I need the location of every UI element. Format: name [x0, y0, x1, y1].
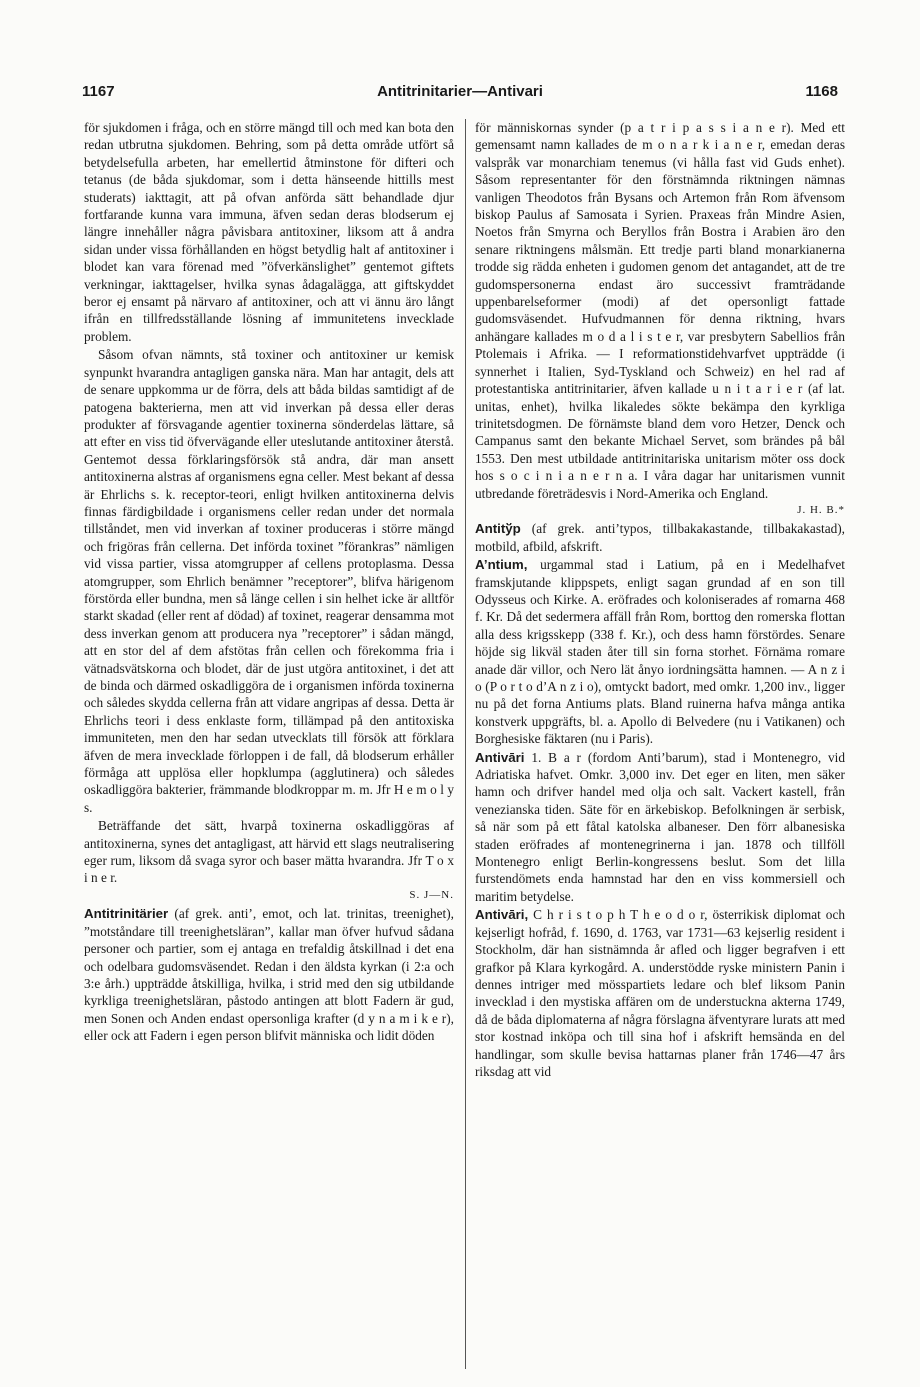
paragraph-text: Beträffande det sätt, hvarpå toxinerna oskadliggöras af antitoxinerna, synes det antagligast, att härvid ett slags neutralisering eger rum, liksom då svaga syror och baser mätta hvarandra. Jfr T o x i n e r. — [84, 818, 454, 886]
paragraph — [84, 817, 454, 904]
entry-body: (af grek. anti’typos, tillbakakastande, tillbakakastad), motbild, afbild, afskrift. — [475, 521, 845, 554]
page-number-left: 1167 — [82, 83, 115, 100]
paragraph: Såsom ofvan nämnts, stå toxiner och antitoxiner ur kemisk synpunkt hvarandra antagligen ganska nära. Man har antagit, dels att de senare uppkomma ur de förra, dels att båda bildas samtidigt af de patogena bakterierna, men att vid inverkan på dessa eller deras produkter af försvagande agentier toxinerna sönderdelas lättare, så att efter en viss tid öfvervägande eller uteslutande antitoxiner återstå. Gentemot dessa förklaringsförsök stå andra, där man ansett antitoxinerna alstras af organismens egna celler. Mest bekant af dessa är Ehrlichs s. k. receptor-teori, enligt hvilken antitoxinerna delvis finnas färdigbildade i organismens celler redan under det normala tillståndet, men vid inverkan af toxiner produceras i större mängd och frigöras från cellerna. Det införda toxinet ”förankras” nämligen vid vissa partier, vissa atomgrupper af cellens protoplasma. Dessa atomgrupper, som Ehrlich benämner ”receptorer”, blifva härigenom förstörda eller bundna, men så länge cellen i sin helhet icke är alltför starkt skadad (eller rent af dödad) af toxinet, reagerar densamma mot dess inverkan genom att producera nya ”receptorer” i sådan mängd, att en stor del af dem afstötas från cellen och förekomma fria i vätnadsvätskorna och blodet, där de just utgöra antitoxinet, i det att de binda och därmed oskadliggöra de i organismen införda toxinerna och således skydda cellerna från att vidare angripas af dessa. Detta är Ehrlichs teori i dess enklaste form, tillämpad på den antitoxiska immuniteten, men den har sedan utvecklats till försök att förklara äfven de mera invecklade förloppen i de fall, då blodserum erhåller förmåga att upplösa eller hopklumpa (agglutinera) och således oskadliggöra bakterier, främmande blodkroppar m. m. Jfr H e m o l y s. — [84, 347, 454, 815]
entry-body: 1. B a r (fordom Anti’barum), stad i Montenegro, vid Adriatiska hafvet. Omkr. 3,000 inv. Det eger en liten, men säker hamn och drifver handel med olja och salt. Vackert kastell, från venezianska tiden. Säte för en ärkebiskop. Befolkningen är serbisk, så när som på ett fåtal katolska albaneser. Den förr albanesiska staden eröfrades af montenegrinerna i jan. 1878 och tillföll Montenegro enligt Berlin-kongressens beslut. Som det lilla furstendömets enda hamnstad har den en viss kommersiell och maritim betydelse. — [475, 749, 845, 904]
right-column — [475, 119, 845, 1369]
running-title: Antitrinitarier—Antivari — [377, 83, 543, 100]
paragraph: för sjukdomen i fråga, och en större mängd till och med kan bota den redan utbrutna sjukdomen. Behring, som på detta område utfört så betydelsefulla arbeten, har emellertid åtminstone för difteri och tetanus (de båda sjukdomar, som i detta hänseende hittills mest studerats) iakttagit, att på ofvan anförda sätt behandlade djur fortfarande kunna vara immuna, äfven sedan deras blodserum ej längre innehåller några påvisbara antitoxiner, liksom att å andra sidan under vissa förhållanden en högst betydlig halt af antitoxiner i blodet kan vara förenad med ”öfverkänslighet” gentemot giftets verkningar, iakttagelser, hvilka synas ådagalägga, att giftskyddet beror ej ensamt på närvaro af antitoxiner, och att vi ännu äro långt ifrån en tillfredsställande lösning af immunitetens invecklade problem. — [84, 120, 454, 344]
left-column — [84, 119, 454, 1369]
dictionary-entry — [475, 906, 845, 1080]
dictionary-entry — [475, 749, 845, 906]
paragraph-text: för människornas synder (p a t r i p a s s i a n e r). Med ett gemensamt namn kallades de m o n a r k i a n e r, emedan deras valspråk var monarchiam tenemus (vi hålla fast vid Guds enhet). Såsom representanter för den förstnämnda riktningen nämnas vanligen Theodotos från Bysans och Artemon från Rom äfvensom biskop Paulus af Samosata i Syrien. Praxeas från Mindre Asien, Noetos från Smyrna och Beryllos från Bostra i Arabien äro den senare riktningens målsmän. Ett tredje parti bland monarkianerna trodde sig rädda enheten i gudomen genom det antagandet, att de tre gudomspersonerna endast äro successivt framträdande uppenbarelseformer (modi) af det opersonligt fattade gudomsväsendet. Hufvudmannen för denna riktning, hvars anhängare kallades m o d a l i s t e r, var presbytern Sabellios från Ptolemais i Afrika. — I reformationstidehvarfvet uppträdde (i synnerhet i Italien, Syd-Tyskland och Schweiz) en hel rad af protestantiska antitrinitarier, äfven kallade u n i t a r i e r (af lat. unitas, enhet), hvilka likaledes sökte bekämpa den kyrkliga trinitetsdogmen. De förnämste bland dem voro Hetzer, Denck och Campanus samt den bekante Michael Servet, som brändes på bål 1553. Den mest utbildade antitrinitariska unitarism möter oss dock hos s o c i n i a n e r n a. I våra dagar har unitarismen vunnit utbredande företrädesvis i Nord-Amerika och England. — [475, 120, 845, 501]
author-signature: S. J—N. — [409, 888, 454, 901]
headword: A’ntium, — [475, 557, 528, 573]
column-divider — [465, 119, 466, 1369]
dictionary-entry — [475, 556, 845, 747]
entry-body: (af grek. anti’, emot, och lat. trinitas, treenighet), ”motståndare till treenighetsläran”, kallar man öfver hufvud sådana personer och partier, som ej antaga en trefaldig åtskillnad i det ena och odelbara gudomsväsendet. Redan i den äldsta kyrkan (i 2:a och 3:e årh.) uppträdde åtskilliga, hvilka, i strid med den sig utbildande kyrkliga treenighetsläran, påstodo antingen att blott Fadern är gud, men Sonen och Anden endast opersonliga krafter (d y n a m i k e r), eller ock att Fadern i egen person blifvit människa och lidit döden — [84, 906, 454, 1044]
page-header — [82, 83, 838, 105]
paragraph — [475, 119, 845, 519]
headword: Antitrinitärier — [84, 906, 169, 922]
entry-body: C h r i s t o p h T h e o d o r, österrikisk diplomat och kejserligt hofråd, f. 1690, d. 1763, var 1731—63 kejserlig resident i Stockholm, där han sistnämnda år afled och ligger begrafven i ett grafkor på Klara kyrkogård. A. understödde ryske ministern Panin i dennes intriger med mösspartiets ledare och blef liksom Panin invecklad i den mystiska affären om de understuckna akterna 1749, då de båda diplomaterna af några förslagna äfventyrare lurats att med stor kostnad inköpa och till sina hof i afskrift hemsända en del handlingar, som skulle bevisa hattarnas planer från 1746—47 års riksdag att vid — [475, 907, 845, 1079]
dictionary-entry — [475, 520, 845, 555]
headword: Antivāri, — [475, 907, 529, 923]
headword: Antitўp — [475, 521, 521, 537]
author-signature: J. H. B.* — [797, 503, 845, 516]
headword: Antivāri — [475, 749, 525, 765]
dictionary-entry — [84, 905, 454, 1044]
page-number-right: 1168 — [805, 83, 838, 100]
entry-body: urgammal stad i Latium, på en i Medelhafvet framskjutande klippspets, enligt sagan grundad af en son till Odysseus och Kirke. A. eröfrades och koloniserades af romarna 468 f. Kr. Då det sedermera affäll från Rom, borttog den romerska flottan alla dess krigsskepp (338 f. Kr.), och dess hamn förstördes. Senare höjde sig likväl staden åter till sin forna storhet. Förnäma romare anade där villor, och Nero lät ånyo iordningsätta hamnen. — A n z i o (P o r t o d’A n z i o), omtyckt badort, med omkr. 1,200 inv., ligger nu på det forna Antiums plats. Bland ruinerna hafva många antika konstverk uppgräfts, bl. a. Apollo di Belvedere (nu i Vatikanen) och Borghesiske fäktaren (nu i Paris). — [475, 557, 845, 747]
